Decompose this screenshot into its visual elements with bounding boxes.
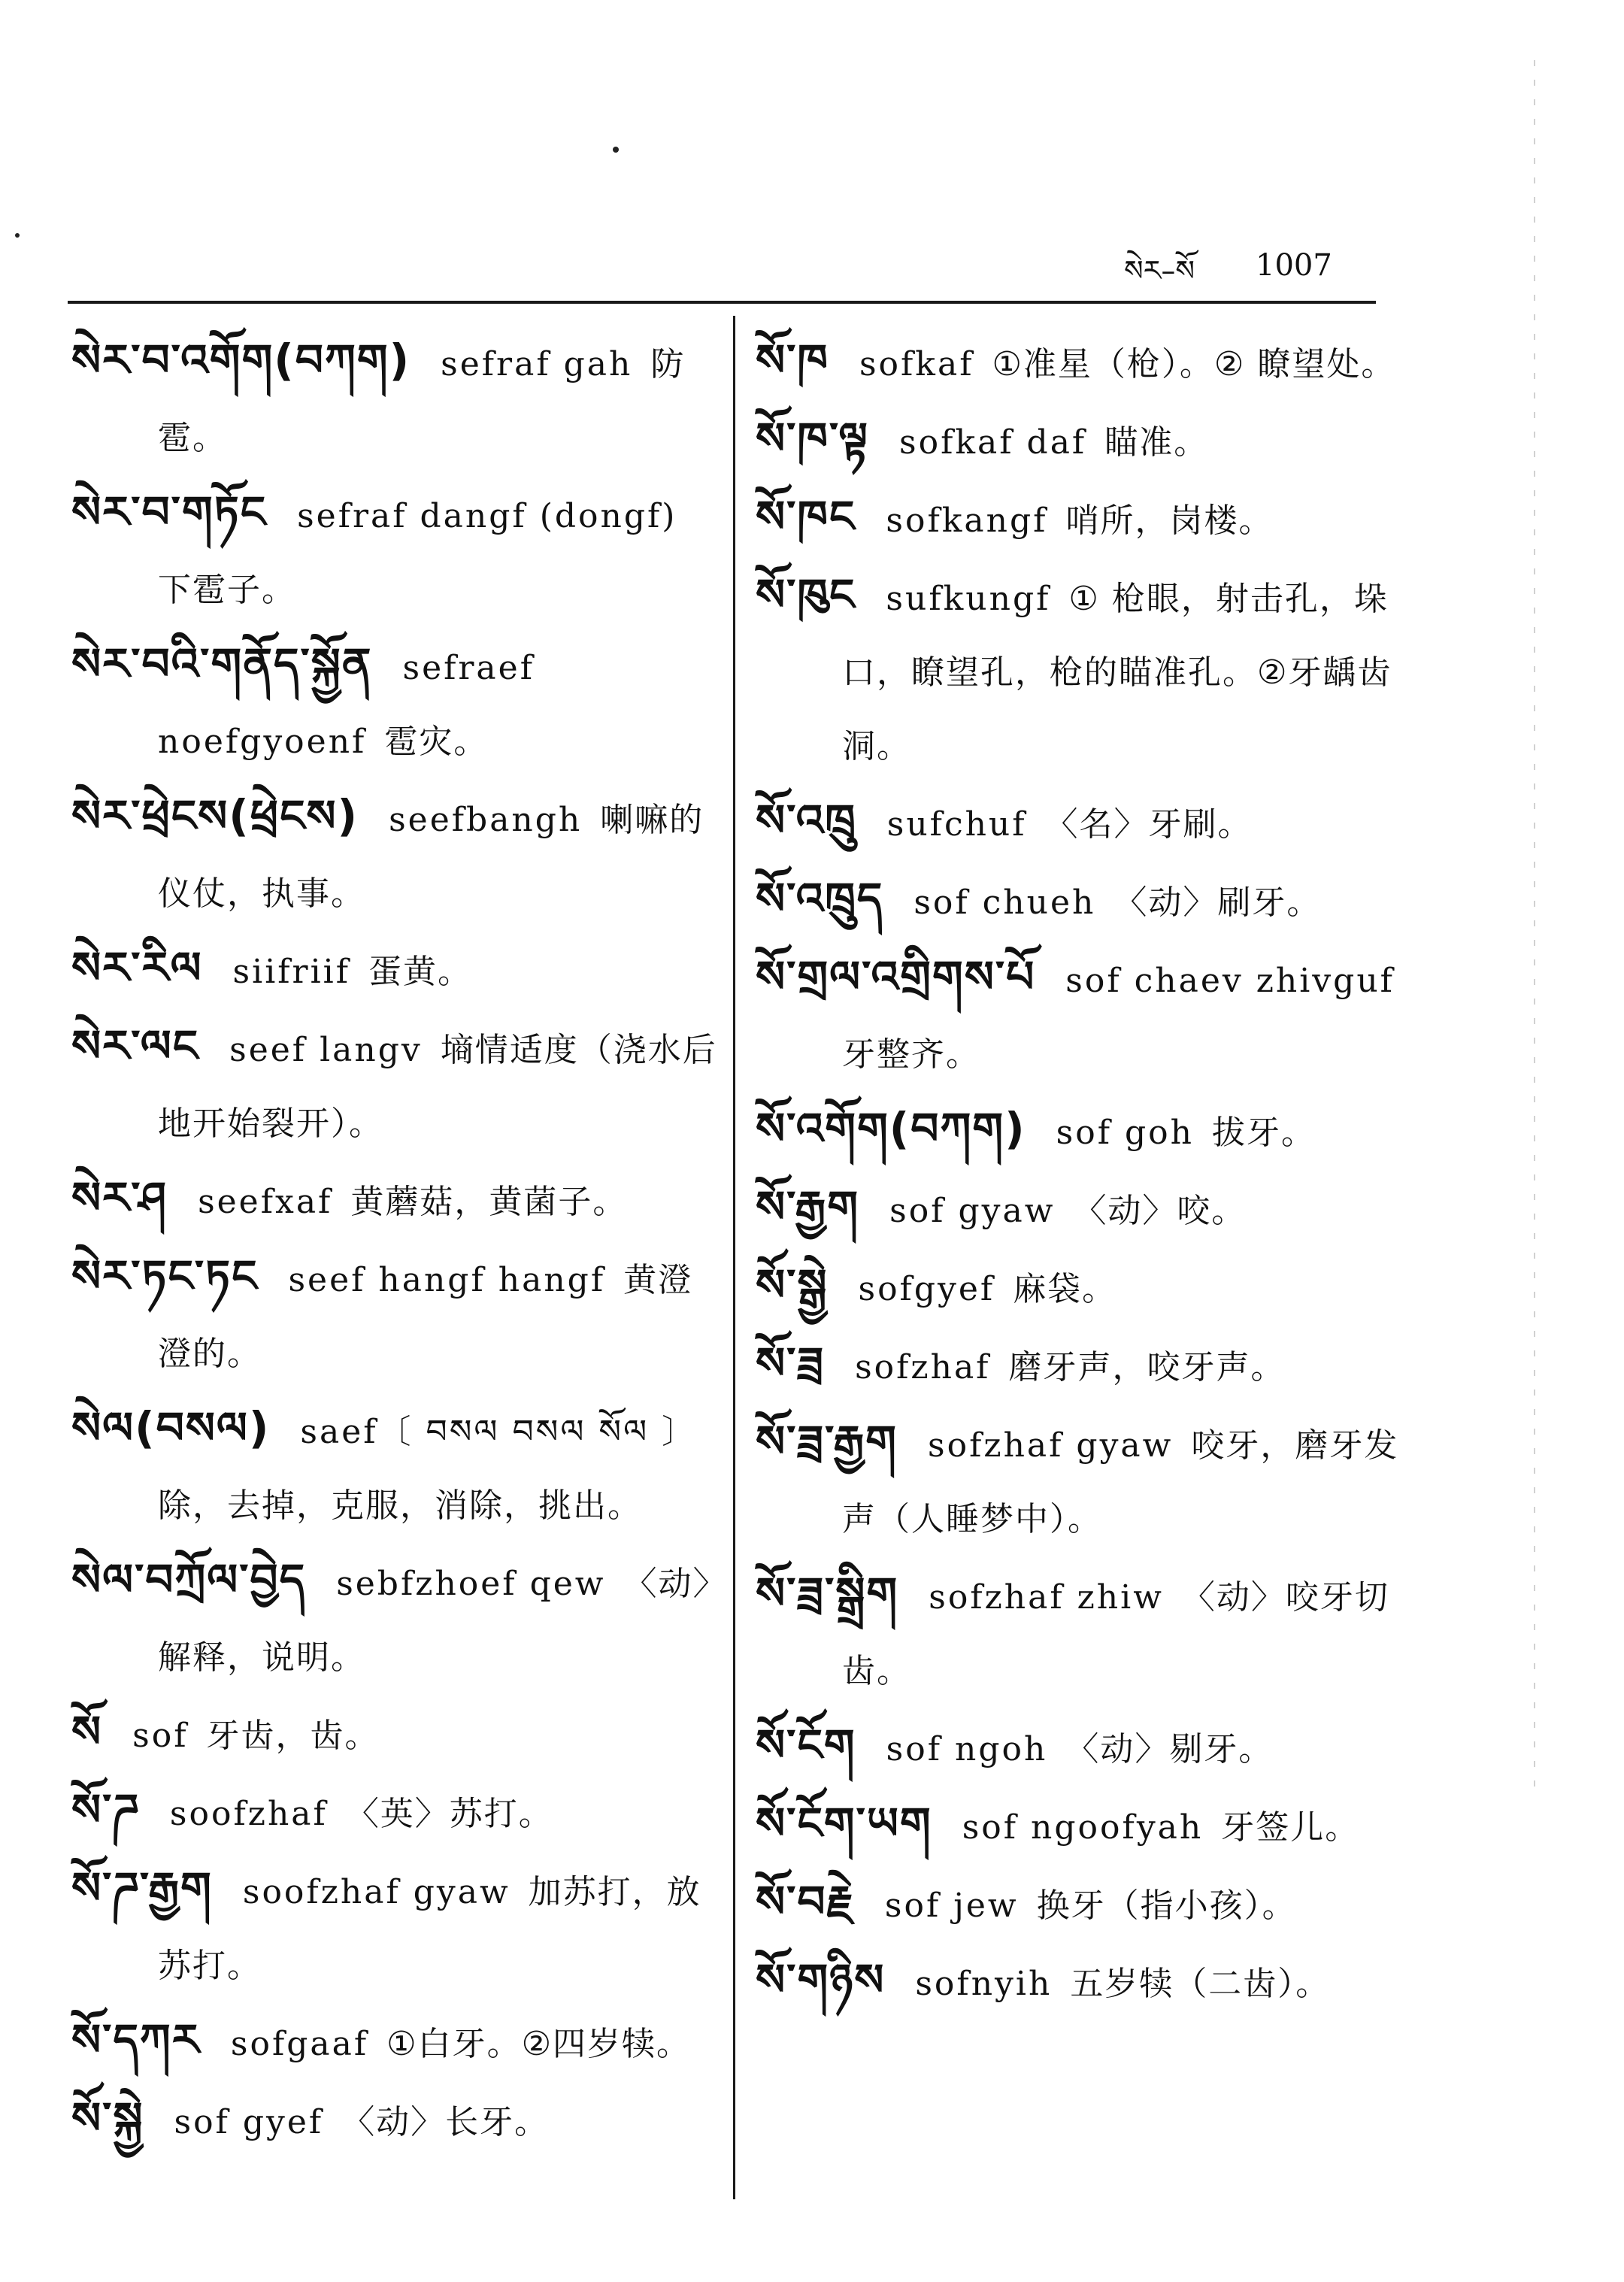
entry-definition: 牙齿，齿。 [206,1717,380,1755]
scan-speck [15,233,20,238]
entry-definition: ①准星（枪）。② 瞭望处。 [992,345,1396,383]
dictionary-entry [756,862,1417,940]
dictionary-entry [756,1092,1417,1170]
entry-headword: སོ་གཉིས [756,1954,886,2005]
entry-headword: སོ་ཟྲ [756,1338,826,1389]
entry-romanization: soofzhaf [169,1795,328,1833]
entry-headword: སེལ་བཀྲོལ་བྱེད [71,1554,307,1605]
entry-definition: 防雹。 [158,345,686,457]
entry-romanization: sefraf gah [441,345,633,383]
entry-definition: 瞄准。 [1104,423,1209,462]
entry-headword: སོ [71,1706,103,1757]
dictionary-entry [71,779,718,931]
dictionary-entry [756,1556,1417,1708]
entry-definition: 哨所，岗楼。 [1065,502,1274,540]
entry-definition: 黄澄澄的。 [158,1261,693,1373]
entry-definition: 〈动〉刷牙。 [1113,883,1322,922]
entry-definition: 牙签儿。 [1221,1808,1360,1847]
dictionary-entry [71,1695,718,1773]
entry-romanization: sefraef noefgyoenf [158,649,535,761]
entry-definition: 拔牙。 [1212,1114,1316,1152]
entry-headword: སེར་ཤ [71,1172,168,1223]
entry-definition: ① 枪眼，射击孔，垛口，瞭望孔，枪的瞄准孔。②牙龋齿洞。 [842,580,1392,765]
dictionary-entry [756,558,1417,783]
dictionary-entry [756,1248,1417,1326]
entry-romanization: sof gyef [174,2103,324,2141]
entry-romanization: sofkaf [859,345,974,383]
dictionary-entry [756,1865,1417,1943]
dictionary-entry [756,323,1417,402]
entry-definition: 麻袋。 [1013,1270,1117,1308]
entry-romanization: sof chaev zhivguf [1065,962,1395,1000]
entry-headword: སོ་འཁྲུ [756,795,857,846]
entry-romanization: sof ngoh [886,1730,1048,1768]
header-rule [68,301,1376,304]
entry-definition: 〈动〉解释，说明。 [158,1565,711,1677]
entry-headword: སོ་ངོག་ཡག [756,1798,932,1849]
entry-definition: 〈英〉苏打。 [345,1795,553,1833]
entry-headword: སོ་བརྗེ [756,1876,855,1927]
entry-romanization: saef〔 བསལ བསལ སོལ 〕 [300,1413,698,1451]
entry-romanization: sofnyih [915,1965,1053,2003]
entry-headword: སོ་སྐྱེ [71,2093,144,2144]
dictionary-entry [71,1161,718,1239]
dictionary-entry [756,1405,1417,1556]
entry-headword: སོ་ཟྲ་སྒྲིག [756,1568,899,1619]
entry-romanization: sofzhaf gyaw [928,1426,1174,1465]
entry-romanization: sof [132,1717,189,1755]
entry-headword: སེར་བའི་གནོད་སྐྱོན [71,638,373,689]
entry-romanization: sof goh [1056,1114,1194,1152]
entry-headword: སེར་ལང [71,1020,200,1071]
entry-headword: སོ་ཌ་རྒྱག [71,1862,213,1914]
page-number: 1007 [1256,248,1332,283]
entry-headword: སོ་དཀར [71,2014,201,2065]
dictionary-entry [756,402,1417,480]
dictionary-entry [756,480,1417,558]
entry-definition: 〈动〉剔牙。 [1065,1730,1274,1768]
dictionary-entry [71,1009,718,1161]
dictionary-entry [756,1170,1417,1248]
dictionary-entry [71,2081,718,2159]
entry-headword: སོ་ཁ [756,335,829,386]
right-column [756,323,1417,2021]
entry-definition: 咬牙，磨牙发声（人睡梦中）。 [842,1426,1399,1538]
dictionary-entry [756,1708,1417,1787]
column-divider [733,316,735,2199]
entry-romanization: sofgaaf [230,2025,369,2063]
entry-headword: སོ་སྒྱེ [756,1259,829,1311]
entry-headword: སོ་གྲལ་འགྲིགས་པོ [756,951,1036,1002]
entry-headword: སོ་འཁྲུད [756,873,884,924]
entry-romanization: sebfzhoef qew [336,1565,606,1603]
entry-headword: སོ་རྒྱག [756,1181,860,1232]
entry-definition: 下雹子。 [158,571,296,609]
entry-headword: སོ་ཁུང [756,569,856,620]
entry-romanization: sufkungf [886,580,1051,618]
entry-headword: སོ་ཟྲ་རྒྱག [756,1416,898,1467]
dictionary-entry [71,1773,718,1851]
dictionary-entry [71,1239,718,1391]
dictionary-entry [756,940,1417,1092]
entry-headword: སོ་ཁང [756,491,856,542]
entry-romanization: seefxaf [198,1183,333,1221]
entry-headword: སོ་ཌ [71,1784,140,1835]
entry-romanization: seefbangh [389,801,583,839]
entry-definition: 五岁犊（二齿）。 [1070,1965,1331,2003]
entry-romanization: sofkaf daf [899,423,1087,462]
entry-headword: སེལ(བསལ) [71,1402,271,1453]
entry-romanization: sof jew [884,1887,1019,1925]
left-column [71,323,718,2159]
entry-definition: 蛋黄。 [368,953,473,991]
header-tibetan-range: སེར–སོ [1124,254,1195,287]
entry-headword: སེར་ཏང་ཏང [71,1250,259,1302]
entry-definition: 墒情适度（浇水后地开始裂开）。 [158,1031,717,1143]
dictionary-entry [71,1851,718,2003]
dictionary-entry [71,1543,718,1695]
entry-headword: སེར་རིལ [71,942,203,993]
entry-romanization: sofkangf [886,502,1048,540]
entry-romanization: siifriif [232,953,351,991]
entry-definition: 黄蘑菇，黄菌子。 [350,1183,628,1221]
scan-edge-marks [1534,60,1535,1790]
entry-romanization: sof gyaw [889,1192,1056,1230]
entry-definition: 换牙（指小孩）。 [1036,1887,1297,1925]
entry-romanization: sof ngoofyah [962,1808,1204,1847]
entry-romanization: seef langv [229,1031,423,1069]
entry-headword: སེར་ཕྲེངས(ཕྲེངས) [71,790,359,841]
entry-headword: སོ་ངོག [756,1720,856,1771]
entry-romanization: sofzhaf zhiw [929,1578,1164,1617]
entry-headword: སོ་ཁ་ལྟ [756,413,869,464]
entry-definition: ①白牙。②四岁犊。 [386,2025,692,2063]
entry-romanization: soofzhaf gyaw [242,1873,511,1911]
dictionary-entry [756,1326,1417,1405]
dictionary-entry [71,323,718,475]
entry-headword: སེར་བ་གཏོང [71,486,268,538]
entry-definition: 磨牙声，咬牙声。 [1008,1348,1286,1386]
entry-headword: སོ་འགོག(བཀག) [756,1103,1026,1154]
dictionary-entry [71,931,718,1009]
dictionary-entry [756,783,1417,862]
entry-definition: 除，去掉，克服，消除，挑出。 [158,1486,642,1525]
entry-romanization: sof chueh [914,883,1096,922]
dictionary-entry [756,1943,1417,2021]
dictionary-entry [71,1391,718,1543]
entry-definition: 〈动〉长牙。 [341,2103,550,2141]
entry-definition: 〈名〉牙刷。 [1044,805,1253,844]
entry-romanization: sefraf dangf (dongf) [297,497,677,535]
entry-definition: 〈动〉咬牙切齿。 [842,1578,1389,1690]
entry-romanization: sufchuf [886,805,1027,844]
dictionary-entry [756,1787,1417,1865]
entry-romanization: seef hangf hangf [288,1261,606,1299]
entry-definition: 〈动〉咬。 [1073,1192,1247,1230]
dictionary-entry [71,2003,718,2081]
entry-definition: 加苏打，放苏打。 [158,1873,701,1985]
entry-definition: 喇嘛的仪仗，执事。 [158,801,704,913]
entry-headword: སེར་བ་འགོག(བཀག) [71,335,411,386]
entry-romanization: sofgyef [858,1270,995,1308]
entry-definition: 雹灾。 [384,723,489,761]
scan-speck [613,147,619,153]
dictionary-entry [71,475,718,627]
entry-romanization: sofzhaf [855,1348,991,1386]
dictionary-entry [71,627,718,779]
entry-definition: 牙整齐。 [842,1035,980,1074]
